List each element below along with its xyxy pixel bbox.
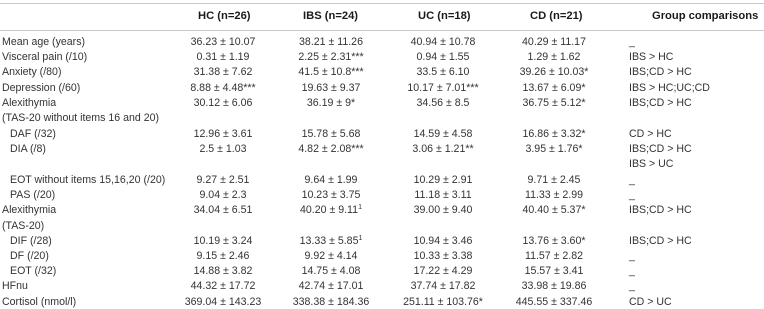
cell-ibs: 36.19 ± 9* bbox=[306, 97, 356, 109]
row-label: DIF (/28) bbox=[10, 235, 52, 247]
cell-group-comparison: _ bbox=[629, 189, 635, 201]
table-row bbox=[0, 158, 764, 171]
cell-hc: 369.04 ± 143.23 bbox=[184, 296, 262, 308]
cell-ibs: 15.78 ± 5.68 bbox=[301, 128, 361, 140]
cell-ibs: 9.64 ± 1.99 bbox=[304, 174, 358, 186]
header-bottom-rule bbox=[0, 30, 764, 31]
cell-uc: 251.11 ± 103.76* bbox=[403, 296, 483, 308]
cell-uc: 10.29 ± 2.91 bbox=[413, 174, 473, 186]
row-label: DIA (/8) bbox=[10, 143, 46, 155]
cell-cd: 3.95 ± 1.76* bbox=[525, 143, 583, 155]
cell-ibs: 4.82 ± 2.08*** bbox=[298, 143, 364, 155]
row-label: Alexithymia bbox=[2, 204, 57, 216]
cell-cd: 15.57 ± 3.41 bbox=[524, 265, 584, 277]
cell-ibs: 14.75 ± 4.08 bbox=[301, 265, 361, 277]
footnote-marker: 1 bbox=[358, 235, 363, 242]
cell-hc: 14.88 ± 3.82 bbox=[193, 265, 253, 277]
cell-cd: 11.57 ± 2.82 bbox=[524, 250, 584, 262]
cell-hc: 8.88 ± 4.48*** bbox=[190, 82, 256, 94]
header-ibs: IBS (n=24) bbox=[303, 10, 359, 22]
cell-ibs: 2.25 ± 2.31*** bbox=[298, 51, 364, 63]
row-label: Cortisol (nmol/l) bbox=[2, 296, 77, 308]
cell-uc: 10.94 ± 3.46 bbox=[413, 235, 473, 247]
cell-group-comparison: IBS;CD > HC bbox=[629, 235, 692, 247]
cell-hc: 9.27 ± 2.51 bbox=[196, 174, 250, 186]
table-row bbox=[0, 220, 764, 233]
cell-ibs: 42.74 ± 17.01 bbox=[298, 280, 364, 292]
cell-group-comparison: _ bbox=[629, 250, 635, 262]
cell-hc: 30.12 ± 6.06 bbox=[193, 97, 253, 109]
cell-ibs: 19.63 ± 9.37 bbox=[301, 82, 361, 94]
table-row bbox=[0, 296, 764, 309]
cell-group-comparison: _ bbox=[629, 174, 635, 186]
cell-group-comparison: IBS;CD > HC bbox=[629, 143, 692, 155]
cell-uc: 33.5 ± 6.10 bbox=[416, 66, 470, 78]
table-row bbox=[0, 174, 764, 187]
cell-uc: 37.74 ± 17.82 bbox=[410, 280, 476, 292]
cell-cd: 1.29 ± 1.62 bbox=[527, 51, 581, 63]
row-label: HFnu bbox=[2, 280, 28, 292]
row-label: DF (/20) bbox=[10, 250, 49, 262]
cell-uc: 40.94 ± 10.78 bbox=[410, 36, 476, 48]
row-label: Anxiety (/80) bbox=[2, 66, 62, 78]
cell-uc: 34.56 ± 8.5 bbox=[416, 97, 470, 109]
cell-group-comparison: _ bbox=[629, 280, 635, 292]
cell-cd: 445.55 ± 337.46 bbox=[515, 296, 593, 308]
table-row bbox=[0, 51, 764, 64]
table-row bbox=[0, 36, 764, 49]
footnote-marker: 1 bbox=[358, 204, 362, 211]
table-row bbox=[0, 143, 764, 156]
table-row bbox=[0, 189, 764, 202]
cell-ibs: 10.23 ± 3.75 bbox=[301, 189, 361, 201]
row-label: (TAS-20 without items 16 and 20) bbox=[2, 112, 160, 124]
cell-group-comparison: IBS;CD > HC bbox=[629, 66, 692, 78]
cell-cd: 13.76 ± 3.60* bbox=[522, 235, 586, 247]
table-row bbox=[0, 250, 764, 263]
row-label: (TAS-20) bbox=[2, 220, 45, 232]
cell-cd: 40.29 ± 11.17 bbox=[522, 36, 586, 48]
cell-hc: 9.15 ± 2.46 bbox=[196, 250, 250, 262]
cell-cd: 13.67 ± 6.09* bbox=[522, 82, 586, 94]
cell-cd: 33.98 ± 19.86 bbox=[521, 280, 587, 292]
table-row bbox=[0, 265, 764, 278]
header-top-rule bbox=[0, 3, 764, 4]
cell-hc: 9.04 ± 2.3 bbox=[199, 189, 247, 201]
cell-ibs: $13.33 \pm 5.85^1$ bbox=[299, 235, 363, 247]
cell-uc: 11.18 ± 3.11 bbox=[414, 189, 472, 201]
cell-hc: 31.38 ± 7.62 bbox=[193, 66, 253, 78]
table-row bbox=[0, 128, 764, 141]
cell-group-comparison: _ bbox=[629, 36, 635, 48]
cell-uc: 39.00 ± 9.40 bbox=[413, 204, 473, 216]
row-label: EOT (/32) bbox=[10, 265, 57, 277]
cell-uc: 10.17 ± 7.01*** bbox=[407, 82, 479, 94]
row-label: PAS (/20) bbox=[10, 189, 56, 201]
cell-group-comparison: IBS > HC bbox=[629, 51, 674, 63]
cell-hc: 34.04 ± 6.51 bbox=[193, 204, 253, 216]
cell-group-comparison: IBS > UC bbox=[629, 158, 674, 170]
table-row bbox=[0, 82, 764, 95]
cell-hc: 10.19 ± 3.24 bbox=[193, 235, 253, 247]
cell-uc: 10.33 ± 3.38 bbox=[413, 250, 473, 262]
cell-group-comparison: IBS;CD > HC bbox=[629, 97, 692, 109]
row-label: Alexithymia bbox=[2, 97, 57, 109]
table-row bbox=[0, 204, 764, 217]
cell-hc: 0.31 ± 1.19 bbox=[196, 51, 250, 63]
cell-uc: 17.22 ± 4.29 bbox=[413, 265, 473, 277]
cell-cd: 9.71 ± 2.45 bbox=[527, 174, 581, 186]
cell-ibs: $40.20 \pm 9.11^1$ bbox=[300, 204, 362, 216]
header-uc: UC (n=18) bbox=[418, 10, 471, 22]
row-label: DAF (/32) bbox=[10, 128, 56, 140]
cell-ibs: 41.5 ± 10.8*** bbox=[298, 66, 364, 78]
cell-group-comparison: CD > UC bbox=[629, 296, 672, 308]
cell-cd: 16.86 ± 3.32* bbox=[522, 128, 586, 140]
cell-cd: 36.75 ± 5.12* bbox=[522, 97, 586, 109]
table-row bbox=[0, 66, 764, 79]
cell-group-comparison: IBS > HC;UC;CD bbox=[629, 82, 710, 94]
header-hc: HC (n=26) bbox=[198, 10, 251, 22]
cell-hc: 12.96 ± 3.61 bbox=[193, 128, 253, 140]
cell-uc: 14.59 ± 4.58 bbox=[413, 128, 473, 140]
cell-group-comparison: _ bbox=[629, 265, 635, 277]
cell-ibs: 38.21 ± 11.26 bbox=[299, 36, 363, 48]
cell-hc: 2.5 ± 1.03 bbox=[199, 143, 247, 155]
cell-cd: 11.33 ± 2.99 bbox=[524, 189, 584, 201]
cell-ibs: 9.92 ± 4.14 bbox=[304, 250, 358, 262]
row-label: EOT without items 15,16,20 (/20) bbox=[10, 174, 166, 186]
header-group-comparisons: Group comparisons bbox=[652, 10, 759, 22]
cell-uc: 3.06 ± 1.21** bbox=[412, 143, 474, 155]
header-cd: CD (n=21) bbox=[530, 10, 583, 22]
cell-cd: 39.26 ± 10.03* bbox=[519, 66, 589, 78]
table-row bbox=[0, 235, 764, 248]
table-row bbox=[0, 97, 764, 110]
cell-ibs: 338.38 ± 184.36 bbox=[292, 296, 370, 308]
cell-uc: 0.94 ± 1.55 bbox=[416, 51, 470, 63]
cell-hc: 44.32 ± 17.72 bbox=[190, 280, 256, 292]
cell-hc: 36.23 ± 10.07 bbox=[190, 36, 256, 48]
row-label: Depression (/60) bbox=[2, 82, 81, 94]
table-row bbox=[0, 280, 764, 293]
cell-group-comparison: IBS;CD > HC bbox=[629, 204, 692, 216]
cell-cd: 40.40 ± 5.37* bbox=[522, 204, 586, 216]
row-label: Visceral pain (/10) bbox=[2, 51, 88, 63]
cell-group-comparison: CD > HC bbox=[629, 128, 672, 140]
table-row bbox=[0, 112, 764, 125]
row-label: Mean age (years) bbox=[2, 36, 86, 48]
